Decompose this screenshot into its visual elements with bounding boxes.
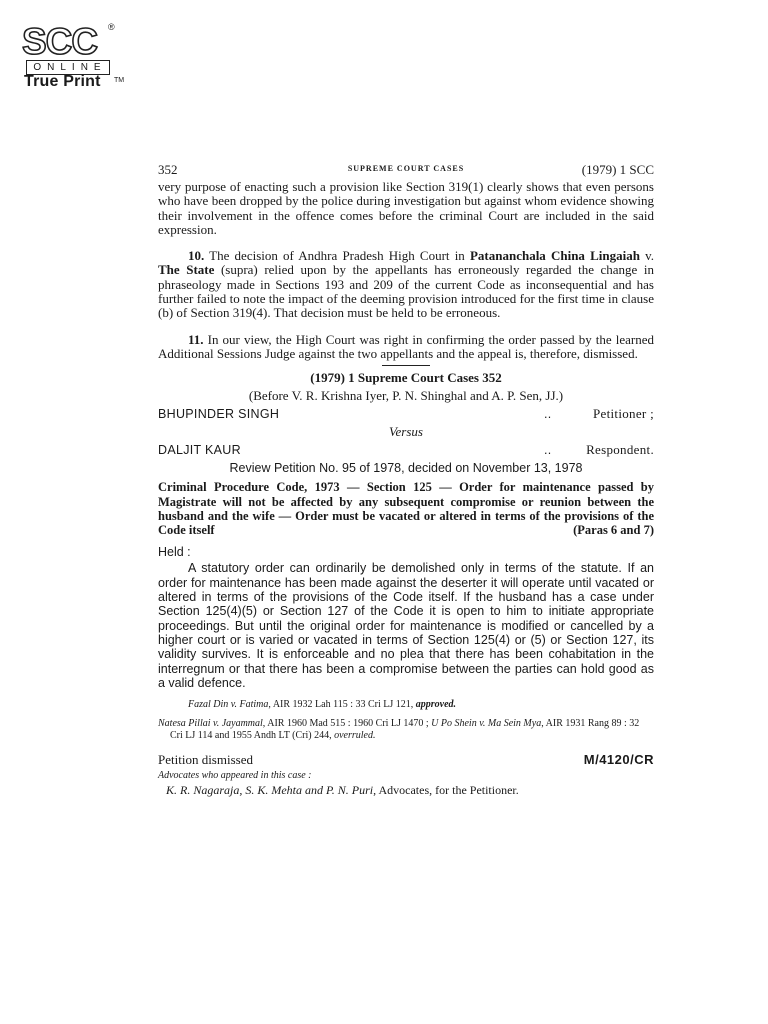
case-name: Natesa Pillai v. Jayammal (158, 717, 263, 729)
advocates: K. R. Nagaraja, S. K. Mehta and P. N. Puri, Advocates, for the Petitioner. (166, 782, 519, 797)
advocates-label: Advocates who appeared in this case : (158, 769, 312, 781)
respondent-role: Respondent. (586, 442, 654, 458)
header-citation: (1979) 1 SCC (581, 162, 654, 177)
headnote-paras: (Paras 6 and 7) (573, 523, 654, 538)
paragraph-number: 11. (188, 331, 204, 347)
versus: Versus (389, 424, 423, 440)
holding: A statutory order can ordinarily be demolished only in terms of the statute. If an order for maintenance has been made against the deserter it will operate until vacated or altered in terms of the provisions of the Code itself. If the husband has a case under Section 125(4)(5) or Section 127 of the Code it is open to him to initiate appropriate proceedings. But until the original order for maintenance is modified or cancelled by a higher court or is varied or vacated in terms of Section 125(4) or (5) or Section 127, its validity survives. It is enforceable and no plea that there has been cohabitation in the interregnum or that there has been a compromise between the parties can hold good as a valid defence. (158, 561, 654, 690)
case-name: The State (158, 262, 215, 278)
result: Petition dismissed (158, 751, 253, 767)
case-reference: Natesa Pillai v. Jayammal, AIR 1960 Mad 515 : 1960 Cri LJ 1470 ; U Po Shein v. Ma Sein Mya, AIR 1931 Rang 89 : 32 Cri LJ 114 and 1955 Andh LT (Cri) 244, overruled. (158, 717, 640, 742)
held-label: Held : (158, 545, 191, 560)
paragraph-number: 10. (188, 248, 205, 264)
logo-online-box: ONLINE (26, 60, 110, 75)
case-name: Patananchala China Lingaiah (469, 248, 640, 264)
file-number: M/4120/CR (583, 751, 654, 767)
petitioner-role: Petitioner ; (592, 406, 654, 422)
respondent-line (158, 441, 654, 459)
running-title: SUPREME COURT CASES (347, 164, 465, 173)
case-treatment: approved. (415, 699, 457, 711)
advocate-names: K. R. Nagaraja, S. K. Mehta and P. N. Puri (166, 782, 374, 797)
running-header (158, 162, 654, 180)
case-reference: Fazal Din v. Fatima, AIR 1932 Lah 115 : 33 Cri LJ 121, approved. (188, 699, 457, 711)
petitioner-line (158, 405, 654, 423)
leader-dots: .. (544, 407, 552, 422)
scc-online-logo (22, 21, 125, 92)
case-name: Fazal Din v. Fatima (188, 699, 269, 711)
headnote-text: Criminal Procedure Code, 1973 — Section 125 — Order for maintenance passed by Magistrate will not be affected by any subsequent compromise or reunion between the husband and the wife — Order must be vacated or altered in terms of the provisions of the Code itself (158, 480, 654, 538)
paragraph-continued: very purpose of enacting such a provision like Section 319(1) clearly shows that even persons who have been dropped by the police during investigation but against whom evidence showing their involvement in the offence comes before the criminal Court are included in the said expression. (158, 179, 654, 237)
case-name: U Po Shein v. Ma Sein Mya (431, 717, 542, 729)
section-divider (382, 365, 430, 366)
logo-scc-text: SCC (22, 21, 98, 62)
bench: (Before V. R. Krishna Iyer, P. N. Shinghal and A. P. Sen, JJ.) (248, 388, 564, 404)
logo-registered-mark: ® (108, 22, 115, 32)
report-citation: (1979) 1 Supreme Court Cases 352 (310, 370, 502, 386)
document-page (158, 162, 654, 798)
logo-true-print: True Print (24, 73, 101, 90)
paragraph-10: 10. The decision of Andhra Pradesh High Court in Patananchala China Lingaiah v. The State (supra) relied upon by the appellants has erroneously regarded the change in phraseology made in Sections 193 and 209 of the current Code as inconsequential and has further failed to note the impact of the deeming provision introduced for the first time in clause (b) of Section 319(4). That decision must be held to be erroneous. (158, 248, 655, 321)
leader-dots: .. (544, 443, 552, 458)
respondent-name: DALJIT KAUR (158, 443, 241, 458)
logo-tm-mark: TM (114, 77, 125, 84)
disposition-line (158, 751, 654, 769)
case-treatment: overruled. (334, 730, 376, 742)
petitioner-name: BHUPINDER SINGH (158, 407, 280, 422)
page-number: 352 (158, 162, 178, 177)
decision-line: Review Petition No. 95 of 1978, decided on November 13, 1978 (229, 461, 583, 476)
paragraph-11: 11. In our view, the High Court was right in confirming the order passed by the learned Additional Sessions Judge against the two appellants and the appeal is, therefore, dismissed. (158, 331, 654, 361)
headnote (158, 480, 654, 537)
